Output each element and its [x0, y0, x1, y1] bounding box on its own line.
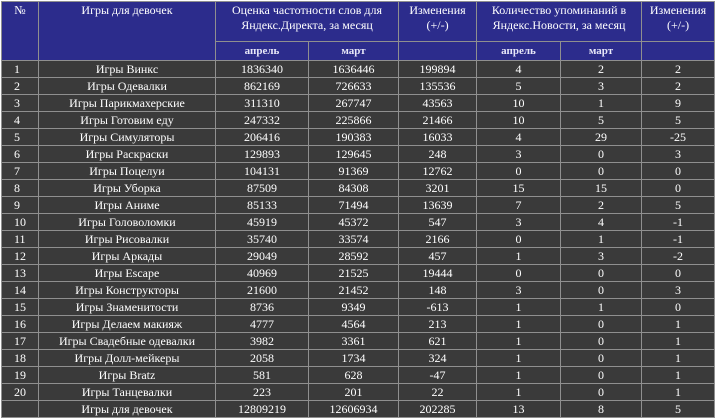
row-news-april: 1: [477, 384, 561, 401]
row-news-april: 5: [477, 78, 561, 95]
header-direct-frequency: Оценка частотности слов для Яндекс.Директа, за месяц: [216, 2, 399, 42]
row-news-change: 0: [642, 265, 715, 282]
table-row: [2, 163, 715, 180]
row-game-name: Игры Танцевалки: [39, 384, 216, 401]
row-number: 4: [2, 112, 39, 129]
row-direct-march: 9349: [309, 299, 399, 316]
table-row: [2, 129, 715, 146]
row-number: 17: [2, 333, 39, 350]
row-direct-march: 726633: [309, 78, 399, 95]
row-number: [2, 401, 39, 418]
row-game-name: Игры Поцелуи: [39, 163, 216, 180]
row-game-name: Игры Долл-мейкеры: [39, 350, 216, 367]
row-game-name: Игры Одевалки: [39, 78, 216, 95]
row-news-april: 15: [477, 180, 561, 197]
row-news-change: 3: [642, 282, 715, 299]
row-news-april: 1: [477, 316, 561, 333]
row-news-april: 1: [477, 299, 561, 316]
row-news-march: 5: [561, 112, 642, 129]
row-direct-change: 199894: [399, 61, 477, 78]
row-number: 7: [2, 163, 39, 180]
row-game-name: Игры для девочек: [39, 401, 216, 418]
row-direct-march: 33574: [309, 231, 399, 248]
row-number: 14: [2, 282, 39, 299]
row-direct-april: 85133: [216, 197, 309, 214]
table-row: [2, 333, 715, 350]
row-direct-change: 621: [399, 333, 477, 350]
row-game-name: Игры Готовим еду: [39, 112, 216, 129]
table-total-row: [2, 401, 715, 418]
row-news-march: 2: [561, 61, 642, 78]
row-direct-april: 862169: [216, 78, 309, 95]
row-direct-april: 2058: [216, 350, 309, 367]
row-news-change: -1: [642, 214, 715, 231]
table-row: [2, 316, 715, 333]
row-news-change: 5: [642, 112, 715, 129]
table-row: [2, 112, 715, 129]
row-direct-change: 457: [399, 248, 477, 265]
row-game-name: Игры Делаем макияж: [39, 316, 216, 333]
row-direct-change: 2166: [399, 231, 477, 248]
row-number: 3: [2, 95, 39, 112]
row-direct-march: 21452: [309, 282, 399, 299]
row-direct-change: 19444: [399, 265, 477, 282]
table-row: [2, 146, 715, 163]
row-news-march: 0: [561, 367, 642, 384]
row-number: 16: [2, 316, 39, 333]
row-game-name: Игры Парикмахерские: [39, 95, 216, 112]
row-news-april: 4: [477, 61, 561, 78]
row-direct-april: 35740: [216, 231, 309, 248]
row-news-change: 2: [642, 61, 715, 78]
row-direct-march: 28592: [309, 248, 399, 265]
row-direct-march: 267747: [309, 95, 399, 112]
table-row: [2, 265, 715, 282]
row-direct-march: 1734: [309, 350, 399, 367]
row-number: 8: [2, 180, 39, 197]
row-news-change: 1: [642, 316, 715, 333]
row-game-name: Игры Escape: [39, 265, 216, 282]
row-direct-march: 190383: [309, 129, 399, 146]
row-news-change: -25: [642, 129, 715, 146]
row-game-name: Игры Симуляторы: [39, 129, 216, 146]
row-direct-april: 87509: [216, 180, 309, 197]
row-news-march: 3: [561, 78, 642, 95]
row-game-name: Игры Свадебные одевалки: [39, 333, 216, 350]
subheader-direct-april: апрель: [216, 42, 309, 61]
row-direct-march: 21525: [309, 265, 399, 282]
row-news-march: 0: [561, 282, 642, 299]
row-news-march: 0: [561, 316, 642, 333]
row-number: 2: [2, 78, 39, 95]
row-number: 5: [2, 129, 39, 146]
header-game-name: Игры для девочек: [39, 2, 216, 61]
table-row: [2, 367, 715, 384]
row-news-april: 3: [477, 214, 561, 231]
row-game-name: Игры Уборка: [39, 180, 216, 197]
row-game-name: Игры Bratz: [39, 367, 216, 384]
row-news-march: 3: [561, 248, 642, 265]
row-news-march: 15: [561, 180, 642, 197]
row-direct-march: 91369: [309, 163, 399, 180]
row-game-name: Игры Знаменитости: [39, 299, 216, 316]
row-direct-april: 4777: [216, 316, 309, 333]
row-direct-april: 40969: [216, 265, 309, 282]
row-game-name: Игры Раскраски: [39, 146, 216, 163]
row-news-march: 0: [561, 350, 642, 367]
row-direct-change: 3201: [399, 180, 477, 197]
row-direct-march: 45372: [309, 214, 399, 231]
row-news-change: -1: [642, 231, 715, 248]
row-news-april: 1: [477, 248, 561, 265]
table-row: [2, 231, 715, 248]
row-news-april: 10: [477, 112, 561, 129]
row-news-march: 0: [561, 163, 642, 180]
row-news-change: 2: [642, 78, 715, 95]
row-news-march: 8: [561, 401, 642, 418]
row-direct-march: 84308: [309, 180, 399, 197]
row-news-change: 0: [642, 163, 715, 180]
row-direct-april: 1836340: [216, 61, 309, 78]
row-number: 20: [2, 384, 39, 401]
row-direct-april: 45919: [216, 214, 309, 231]
row-direct-march: 71494: [309, 197, 399, 214]
row-direct-change: 43563: [399, 95, 477, 112]
table-row: [2, 248, 715, 265]
row-news-change: 0: [642, 299, 715, 316]
row-game-name: Игры Конструкторы: [39, 282, 216, 299]
row-number: 18: [2, 350, 39, 367]
row-direct-april: 247332: [216, 112, 309, 129]
row-news-april: 1: [477, 350, 561, 367]
table-row: [2, 299, 715, 316]
row-number: 9: [2, 197, 39, 214]
table-row: [2, 350, 715, 367]
row-direct-change: 547: [399, 214, 477, 231]
row-news-change: -2: [642, 248, 715, 265]
table-row: [2, 95, 715, 112]
row-number: 6: [2, 146, 39, 163]
table-row: [2, 180, 715, 197]
row-news-april: 0: [477, 265, 561, 282]
row-game-name: Игры Аркады: [39, 248, 216, 265]
row-direct-change: 213: [399, 316, 477, 333]
row-news-change: 5: [642, 197, 715, 214]
row-game-name: Игры Аниме: [39, 197, 216, 214]
row-direct-change: 12762: [399, 163, 477, 180]
row-news-april: 10: [477, 95, 561, 112]
row-direct-march: 3361: [309, 333, 399, 350]
row-news-april: 13: [477, 401, 561, 418]
table-row: [2, 197, 715, 214]
row-number: 15: [2, 299, 39, 316]
row-direct-march: 12606934: [309, 401, 399, 418]
header-news-change: Изменения (+/-): [642, 2, 715, 42]
row-direct-april: 8736: [216, 299, 309, 316]
row-news-march: 0: [561, 265, 642, 282]
table-body: [2, 61, 715, 418]
row-direct-change: 148: [399, 282, 477, 299]
row-number: 10: [2, 214, 39, 231]
row-news-april: 0: [477, 163, 561, 180]
subheader-news-march: март: [561, 42, 642, 61]
row-direct-april: 3982: [216, 333, 309, 350]
row-news-change: 1: [642, 350, 715, 367]
row-direct-april: 29049: [216, 248, 309, 265]
row-news-change: 9: [642, 95, 715, 112]
row-direct-change: -613: [399, 299, 477, 316]
row-news-april: 3: [477, 146, 561, 163]
row-news-march: 2: [561, 197, 642, 214]
row-news-april: 3: [477, 282, 561, 299]
row-news-april: 1: [477, 367, 561, 384]
subheader-news-change-blank: [642, 42, 715, 61]
subheader-direct-march: март: [309, 42, 399, 61]
row-direct-change: 21466: [399, 112, 477, 129]
row-direct-april: 129893: [216, 146, 309, 163]
row-game-name: Игры Винкс: [39, 61, 216, 78]
row-direct-march: 4564: [309, 316, 399, 333]
row-direct-march: 628: [309, 367, 399, 384]
table-row: [2, 78, 715, 95]
row-number: 13: [2, 265, 39, 282]
table-row: [2, 61, 715, 78]
keyword-stats-table: [1, 1, 715, 418]
row-news-change: 1: [642, 333, 715, 350]
row-news-march: 0: [561, 333, 642, 350]
row-news-change: 3: [642, 146, 715, 163]
row-news-april: 0: [477, 231, 561, 248]
row-direct-april: 12809219: [216, 401, 309, 418]
row-direct-april: 206416: [216, 129, 309, 146]
row-direct-march: 1636446: [309, 61, 399, 78]
row-news-march: 1: [561, 95, 642, 112]
row-direct-april: 311310: [216, 95, 309, 112]
row-news-change: 1: [642, 367, 715, 384]
row-direct-march: 129645: [309, 146, 399, 163]
row-number: 11: [2, 231, 39, 248]
row-news-march: 1: [561, 299, 642, 316]
row-news-march: 0: [561, 146, 642, 163]
subheader-news-april: апрель: [477, 42, 561, 61]
row-news-march: 1: [561, 231, 642, 248]
row-direct-april: 223: [216, 384, 309, 401]
row-direct-change: 22: [399, 384, 477, 401]
row-direct-march: 201: [309, 384, 399, 401]
row-game-name: Игры Рисовалки: [39, 231, 216, 248]
row-number: 12: [2, 248, 39, 265]
row-news-change: 0: [642, 180, 715, 197]
row-news-april: 7: [477, 197, 561, 214]
row-direct-change: -47: [399, 367, 477, 384]
row-direct-april: 104131: [216, 163, 309, 180]
header-number: №: [2, 2, 39, 61]
header-news-mentions: Количество упоминаний в Яндекс.Новости, за месяц: [477, 2, 642, 42]
row-direct-change: 248: [399, 146, 477, 163]
row-direct-april: 581: [216, 367, 309, 384]
table-row: [2, 282, 715, 299]
row-direct-change: 135536: [399, 78, 477, 95]
row-news-march: 4: [561, 214, 642, 231]
row-direct-change: 13639: [399, 197, 477, 214]
row-news-change: 1: [642, 384, 715, 401]
row-news-april: 4: [477, 129, 561, 146]
row-game-name: Игры Головоломки: [39, 214, 216, 231]
row-number: 19: [2, 367, 39, 384]
row-direct-march: 225866: [309, 112, 399, 129]
row-news-march: 29: [561, 129, 642, 146]
header-direct-change: Изменения (+/-): [399, 2, 477, 42]
row-news-change: 5: [642, 401, 715, 418]
row-news-march: 0: [561, 384, 642, 401]
row-direct-change: 324: [399, 350, 477, 367]
row-direct-april: 21600: [216, 282, 309, 299]
row-direct-change: 202285: [399, 401, 477, 418]
row-direct-change: 16033: [399, 129, 477, 146]
subheader-direct-change-blank: [399, 42, 477, 61]
table-row: [2, 214, 715, 231]
table-row: [2, 384, 715, 401]
row-news-april: 1: [477, 333, 561, 350]
row-number: 1: [2, 61, 39, 78]
